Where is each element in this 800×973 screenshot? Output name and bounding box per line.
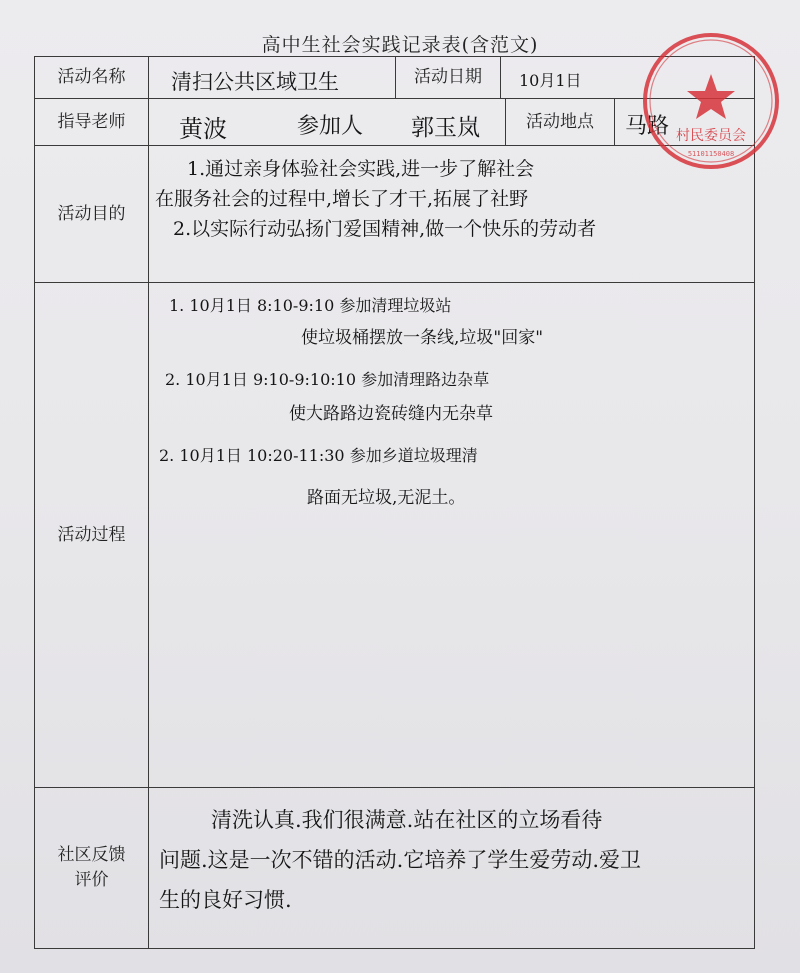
process-step-result: 使垃圾桶摆放一条线,垃圾"回家" [301, 328, 544, 348]
process-label: 活动过程 [34, 282, 149, 788]
star-icon [687, 74, 735, 119]
purpose-label: 活动目的 [34, 145, 149, 283]
process-step-result: 使大路路边瓷砖缝内无杂草 [289, 404, 493, 424]
process-step-line: 1. 10月1日 8:10-9:10 参加清理垃圾站 [169, 296, 452, 315]
activity-name-value: 清扫公共区域卫生 [171, 70, 339, 94]
activity-name-label: 活动名称 [34, 56, 149, 99]
feedback-cell [148, 787, 755, 949]
advisor-value-cell [148, 98, 506, 146]
process-step-result: 路面无垃圾,无泥土。 [307, 488, 466, 508]
participant-label: 参加人 [297, 114, 364, 139]
seal-text: 村民委员会 [676, 128, 746, 144]
advisor-value: 黄波 [179, 115, 227, 143]
activity-date-label: 活动日期 [395, 56, 501, 99]
process-step-line: 2. 10月1日 10:20-11:30 参加乡道垃圾理清 [159, 446, 478, 465]
feedback-label: 社区反馈 评价 [34, 787, 149, 949]
feedback-line: 问题.这是一次不错的活动.它培养了学生爱劳动.爱卫 [159, 848, 642, 872]
seal-number: 51101150408 [687, 150, 735, 158]
advisor-label: 指导老师 [34, 98, 149, 146]
feedback-line: 清洗认真.我们很满意.站在社区的立场看待 [211, 808, 603, 832]
purpose-line: 2.以实际行动弘扬门爱国精神,做一个快乐的劳动者 [173, 218, 597, 240]
location-value: 马路 [625, 114, 670, 139]
participant-value: 郭玉岚 [411, 115, 480, 141]
feedback-line: 生的良好习惯. [159, 888, 292, 912]
activity-date-value: 10月1日 [519, 71, 582, 90]
purpose-line: 在服务社会的过程中,增长了才干,拓展了社野 [155, 188, 529, 210]
activity-name-value-cell [148, 56, 396, 99]
process-cell [148, 282, 755, 788]
form-title: 高中生社会实践记录表(含范文) [261, 34, 539, 56]
process-step-line: 2. 10月1日 9:10-9:10:10 参加清理路边杂草 [165, 370, 490, 389]
purpose-line: 1.通过亲身体验社会实践,进一步了解社会 [187, 158, 535, 180]
location-label: 活动地点 [505, 98, 615, 146]
red-seal-stamp [640, 30, 782, 172]
